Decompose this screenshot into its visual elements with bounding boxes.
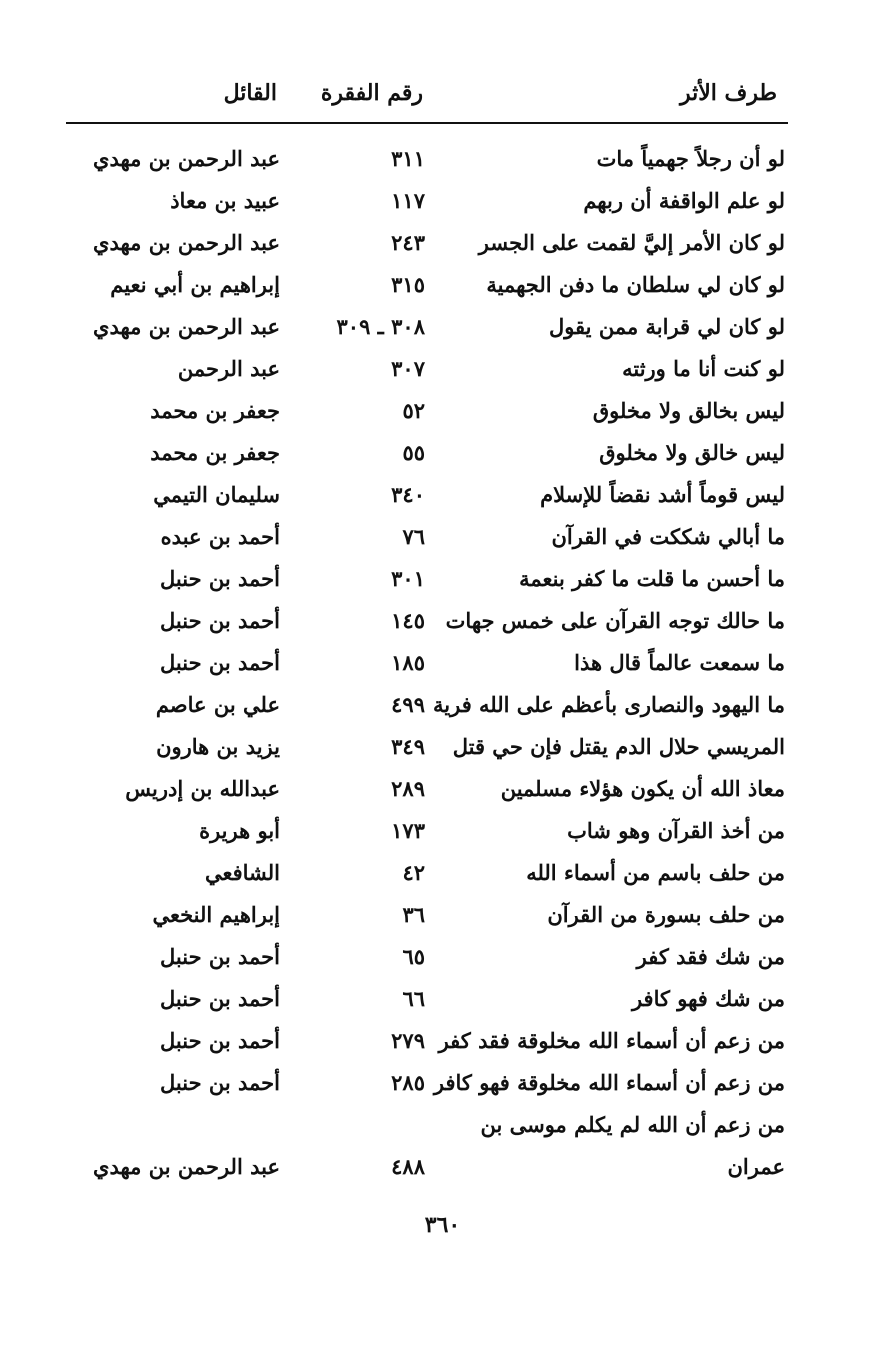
row-paragraph-number: ٣٠١ [391,566,425,591]
table-row [0,979,885,1019]
row-phrase: من زعم أن أسماء الله مخلوقة فقد كفر [438,1028,785,1053]
table-row [0,433,885,473]
row-phrase: لو كان لي قرابة ممن يقول [548,314,785,339]
row-phrase: معاذ الله أن يكون هؤلاء مسلمين [500,776,785,801]
row-speaker: عبيد بن معاذ [170,188,280,213]
table-row [0,1147,885,1187]
table-row [0,223,885,263]
row-paragraph-number: ٣٠٧ [391,356,425,381]
row-paragraph-number: ٣١١ [391,146,425,171]
row-phrase: المريسي حلال الدم يقتل فإن حي قتل [452,734,785,759]
row-phrase: من شك فقد كفر [636,944,785,969]
table-row [0,475,885,515]
row-paragraph-number: ٣٠٨ ـ ٣٠٩ [336,314,425,339]
header-rule [66,122,788,124]
table-row [0,643,885,683]
row-paragraph-number: ٣٤٠ [391,482,425,507]
table-row [0,307,885,347]
table-row [0,895,885,935]
table-row [0,391,885,431]
row-speaker: إبراهيم بن أبي نعيم [110,272,280,297]
table-row [0,811,885,851]
row-paragraph-number: ٤٩٩ [391,692,425,717]
page-number: ٣٦٠ [424,1212,461,1238]
row-paragraph-number: ٣١٥ [391,272,425,297]
row-paragraph-number: ١٨٥ [391,650,425,675]
row-phrase: من زعم أن أسماء الله مخلوقة فهو كافر [433,1070,785,1095]
table-row [0,769,885,809]
row-paragraph-number: ٣٦ [402,902,425,927]
row-speaker: أحمد بن حنبل [160,1070,280,1095]
row-speaker: جعفر بن محمد [150,440,280,465]
row-speaker: سليمان التيمي [153,482,280,507]
row-phrase: عمران [727,1154,785,1179]
row-paragraph-number: ١٧٣ [391,818,425,843]
table-row [0,181,885,221]
table-row [0,601,885,641]
row-speaker: عبد الرحمن [177,356,280,381]
row-speaker: أحمد بن عبده [160,524,280,549]
row-phrase: ما حالك توجه القرآن على خمس جهات [445,608,785,633]
row-paragraph-number: ٥٥ [402,440,425,465]
row-paragraph-number: ١١٧ [391,188,425,213]
table-row [0,265,885,305]
row-paragraph-number: ٤٨٨ [391,1154,425,1179]
row-speaker: عبد الرحمن بن مهدي [93,230,280,255]
row-phrase: لو أن رجلاً جهمياً مات [596,146,785,171]
row-paragraph-number: ٦٦ [402,986,425,1011]
table-row [0,1105,885,1145]
table-row [0,853,885,893]
row-paragraph-number: ٥٢ [402,398,425,423]
table-row [0,685,885,725]
row-speaker: عبدالله بن إدريس [125,776,280,801]
row-phrase: ما أبالي شككت في القرآن [551,524,785,549]
row-paragraph-number: ٢٧٩ [391,1028,425,1053]
table-row [0,937,885,977]
row-paragraph-number: ٣٤٩ [391,734,425,759]
row-speaker: علي بن عاصم [155,692,280,717]
row-phrase: ما أحسن ما قلت ما كفر بنعمة [519,566,785,591]
row-phrase: من شك فهو كافر [631,986,785,1011]
row-speaker: أحمد بن حنبل [160,650,280,675]
table-row [0,727,885,767]
row-speaker: أبو هريرة [199,818,280,843]
row-phrase: ليس بخالق ولا مخلوق [592,398,785,423]
header-phrase: طرف الأثر [679,80,777,106]
row-paragraph-number: ٢٨٩ [391,776,425,801]
row-speaker: جعفر بن محمد [150,398,280,423]
row-speaker: أحمد بن حنبل [160,608,280,633]
row-paragraph-number: ٢٨٥ [391,1070,425,1095]
row-paragraph-number: ٦٥ [402,944,425,969]
row-phrase: ليس قوماً أشد نقضاً للإسلام [540,482,785,507]
row-paragraph-number: ٢٤٣ [391,230,425,255]
header-speaker: القائل [223,80,277,106]
row-phrase: ليس خالق ولا مخلوق [599,440,785,465]
header-number: رقم الفقرة [320,80,423,106]
table-row [0,517,885,557]
row-speaker: إبراهيم النخعي [152,902,280,927]
table-row [0,1063,885,1103]
table-row [0,559,885,599]
row-speaker: أحمد بن حنبل [160,944,280,969]
row-phrase: ما سمعت عالماً قال هذا [574,650,785,675]
row-speaker: يزيد بن هارون [156,734,280,759]
row-phrase: لو كنت أنا ما ورثته [622,356,785,381]
row-phrase: من حلف باسم من أسماء الله [526,860,785,885]
row-speaker: عبد الرحمن بن مهدي [93,314,280,339]
row-phrase: من أخذ القرآن وهو شاب [567,818,785,843]
row-phrase: من زعم أن الله لم يكلم موسى بن [480,1112,785,1137]
row-phrase: لو كان الأمر إليَّ لقمت على الجسر [478,230,785,255]
row-paragraph-number: ٧٦ [402,524,425,549]
row-phrase: لو علم الواقفة أن ربهم [583,188,785,213]
row-speaker: عبد الرحمن بن مهدي [93,146,280,171]
row-speaker: أحمد بن حنبل [160,566,280,591]
table-row [0,1021,885,1061]
row-phrase: لو كان لي سلطان ما دفن الجهمية [486,272,785,297]
row-speaker: أحمد بن حنبل [160,986,280,1011]
row-paragraph-number: ٤٢ [402,860,425,885]
table-row [0,349,885,389]
table-row [0,139,885,179]
row-speaker: عبد الرحمن بن مهدي [93,1154,280,1179]
row-speaker: الشافعي [204,860,280,885]
row-phrase: من حلف بسورة من القرآن [547,902,785,927]
row-speaker: أحمد بن حنبل [160,1028,280,1053]
row-phrase: ما اليهود والنصارى بأعظم على الله فرية [433,692,785,717]
row-paragraph-number: ١٤٥ [391,608,425,633]
